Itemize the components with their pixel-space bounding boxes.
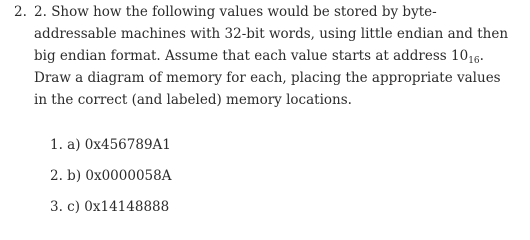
hex-value: 0x14148888 (84, 199, 170, 215)
sub-question-c (50, 196, 171, 227)
question-text-end: . Draw a diagram of memory for each, placing the appropriate values in the correct (and labeled) memory locations. (34, 48, 501, 108)
question-outer-number: 2. (14, 4, 27, 20)
hex-value: 0x456789A1 (84, 137, 171, 153)
question-text (34, 1, 514, 111)
question-inner-number: 2. (34, 4, 47, 20)
hex-value: 0x0000058A (85, 168, 172, 184)
sub-question-label: 2. b) (50, 168, 82, 184)
address-base-subscript: 16 (468, 56, 480, 66)
sub-question-label: 3. c) (50, 199, 80, 215)
sub-question-b (50, 165, 171, 196)
sub-question-list (50, 134, 171, 227)
sub-question-label: 1. a) (50, 137, 81, 153)
sub-question-a (50, 134, 171, 165)
question-text-start: Show how the following values would be stored by byte-addressable machines with 32-bit words, using little endian and then big endian format. Assume that each value starts at address 10 (34, 4, 509, 64)
